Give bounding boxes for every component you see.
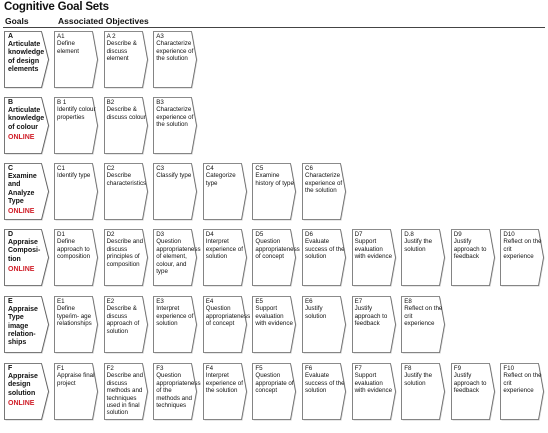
objective-card [203,229,248,287]
objective-id: F3 [156,365,164,372]
goal-label [8,165,44,216]
goal-name: Examine and Analyze Type [8,173,37,205]
objective-card [104,163,149,221]
objective-card [153,296,198,354]
goal-label [8,298,44,347]
objective-description: Characterize experience of the solution [305,172,343,195]
objective-text-block [454,365,494,395]
objective-id: C6 [305,165,313,172]
objective-id: D9 [453,231,462,238]
objective-description: Describe and discuss principles of composition [106,238,144,268]
objective-id: D3 [156,231,165,238]
objective-text-block [404,365,444,387]
objective-text-block [305,231,345,261]
objective-description: Identify type [57,172,91,180]
objective-text-block [156,298,196,328]
goal-name: Articulate knowledge of colour [8,107,45,131]
objective-description: Reflect on the crit experience [503,372,542,395]
objective-card [153,97,198,155]
objective-id: A1 [57,33,65,40]
objective-description: Categorize type [205,172,236,187]
goal-row [0,97,548,155]
objective-description: Describe & discuss colour [106,106,146,121]
goal-arrow-box [4,363,50,421]
goal-row [0,296,548,354]
objective-description: Classify type [156,172,192,180]
objective-text-block [305,298,345,320]
objective-id: B3 [156,99,164,106]
goal-arrow-box [4,31,50,89]
objective-text-block [255,165,295,187]
goal-label [8,33,44,74]
objective-card [104,229,149,287]
goal-letter: D [8,231,14,238]
objective-description: Question appropriateness of concept [205,305,251,328]
objective-description: Interpret experience of the solution [205,372,243,395]
online-badge: ONLINE [8,208,35,216]
objective-id: E4 [205,298,214,305]
objective-card [352,363,397,421]
objective-description: Examine history of type [255,172,294,187]
goals-header: Goals [5,16,29,26]
objective-description: Justify the solution [404,238,433,253]
objective-card [252,229,300,287]
objective-id: A 2 [106,33,116,40]
objective-description: Identify colour properties [57,106,96,121]
objective-description: Question appropriateness of the methods and techniques [156,372,201,410]
objective-description: Question appropriate of concept [255,372,294,395]
goal-name: Appraise Type image relation- ships [8,306,38,347]
objective-text-block [57,231,97,261]
objective-card [104,296,149,354]
objective-card [153,229,201,287]
objective-card [104,363,149,421]
objective-text-block [355,298,395,328]
objective-id: D1 [57,231,65,238]
objective-card [252,163,297,221]
objective-description: Justify approach to feedback [453,372,487,395]
objective-description: Describe & discuss element [106,40,137,63]
objective-text-block [206,231,246,261]
objective-id: D4 [205,231,214,238]
objective-text-block [156,231,201,276]
objective-card [54,363,99,421]
objective-description: Describe characteristics [106,172,147,187]
objective-card [352,229,397,287]
objective-description: Justify approach to feedback [354,305,388,328]
online-badge: ONLINE [8,133,35,141]
goal-name: Appraise Composi- tion [8,239,41,263]
objective-description: Interpret experience of solution [205,238,243,261]
objective-card [54,229,99,287]
objective-id: C1 [57,165,65,172]
online-badge: ONLINE [8,399,35,407]
objective-text-block [107,365,147,417]
objective-card [104,97,149,155]
objective-description: Support evaluation with evidence [255,305,293,328]
objective-description: Support evaluation with evidence [354,238,393,261]
objective-description: Define element [57,40,80,55]
goal-name: Appraise design solution [8,373,38,397]
objective-card [500,363,545,421]
goal-row [0,229,548,287]
objective-text-block [107,33,147,63]
online-badge: ONLINE [8,265,35,273]
objective-id: D10 [503,231,515,238]
objective-text-block [206,165,246,187]
objective-text-block [57,165,97,180]
objective-card [302,163,347,221]
objective-id: E2 [106,298,115,305]
objective-description: Evaluate success of the solution [305,238,345,261]
objective-text-block [503,231,543,261]
objective-description: Question appropriateness of concept [255,238,300,261]
objective-card [302,296,347,354]
page-title: Cognitive Goal Sets [4,1,109,13]
goal-row [0,363,548,421]
objective-id: F9 [453,365,462,372]
objective-card [302,229,347,287]
goal-row [0,31,548,89]
goal-label [8,231,44,274]
objective-card [54,31,99,89]
objective-card [54,296,99,354]
objective-text-block [107,298,147,335]
objective-card [401,363,446,421]
objective-card [153,31,198,89]
objective-text-block [305,165,345,195]
objective-text-block [57,33,97,55]
objective-id: B2 [106,99,115,106]
objective-text-block [255,365,295,395]
goal-name: Articulate knowledge of design elements [8,41,45,73]
objective-card [451,363,496,421]
objective-description: Characterize experience of the solution [156,40,194,63]
objective-text-block [305,365,345,395]
goal-letter: B [8,99,14,106]
goal-arrow-box [4,296,50,354]
objective-card [203,363,248,421]
objective-id: D6 [305,231,313,238]
objective-id: D2 [106,231,115,238]
objective-description: Evaluate success of the solution [305,372,345,395]
objective-id: C3 [156,165,165,172]
goal-letter: F [8,365,13,372]
header-divider [3,27,545,28]
objective-description: Appraise final project [57,372,95,387]
objective-id: D.8 [404,231,414,238]
objective-card [153,163,198,221]
objective-card [252,296,297,354]
objective-text-block [156,365,201,410]
objective-id: E5 [255,298,263,305]
objective-text-block [156,99,196,129]
objective-description: Interpret experience of solution [156,305,194,328]
objective-text-block [156,165,196,180]
objective-text-block [156,33,196,63]
objective-text-block [404,231,444,253]
objective-description: Question appropriateness of element, colour, and type [156,238,201,276]
goal-arrow-box [4,97,50,155]
objective-text-block [255,231,300,261]
objective-card [252,363,297,421]
goal-row [0,163,548,221]
objective-text-block [355,365,395,395]
goal-letter: E [8,298,13,305]
objective-text-block [107,231,147,268]
objective-description: Reflect on the crit experience [503,238,542,261]
objective-id: E1 [57,298,65,305]
objective-description: Describe & discuss approach of solution [106,305,140,335]
objective-card [54,163,99,221]
objective-id: D7 [354,231,363,238]
objective-id: F8 [404,365,412,372]
objective-card [104,31,149,89]
objective-id: F2 [106,365,114,372]
objective-id: F10 [503,365,515,372]
objective-card [54,97,99,155]
objective-card [401,296,446,354]
objective-id: F4 [205,365,214,372]
goal-letter: C [8,165,14,172]
objective-text-block [255,298,295,328]
objective-text-block [206,365,246,395]
objective-card [451,229,496,287]
objective-id: E6 [305,298,313,305]
objective-id: F6 [305,365,313,372]
goal-label [8,99,44,142]
objective-card [352,296,397,354]
objective-description: Define type/im- age relationships [57,305,92,328]
objective-card [500,229,545,287]
goal-arrow-box [4,163,50,221]
objective-card [203,296,251,354]
objective-text-block [454,231,494,261]
goal-label [8,365,44,408]
objective-id: C5 [255,165,264,172]
objective-id: D5 [255,231,264,238]
objective-id: F7 [354,365,362,372]
goal-letter: A [8,33,14,40]
objective-card [302,363,347,421]
objective-description: Characterize experience of the solution [156,106,194,129]
objective-description: Define approach to composition [57,238,91,261]
objective-card [153,363,201,421]
objective-id: E3 [156,298,164,305]
objective-text-block [503,365,543,395]
objective-id: B 1 [57,99,67,106]
objective-text-block [57,298,97,328]
objective-description: Justify approach to feedback [453,238,487,261]
objective-card [401,229,446,287]
objective-text-block [404,298,444,328]
goal-arrow-box [4,229,50,287]
objective-text-block [57,99,97,121]
objective-text-block [355,231,395,261]
objective-card [203,163,248,221]
objective-id: A3 [156,33,164,40]
objective-text-block [107,165,147,187]
objective-text-block [57,365,97,387]
objective-description: Describe and discuss methods and techniques used in final solution [106,372,144,417]
objective-description: Justify solution [305,305,327,320]
objective-id: C2 [106,165,115,172]
objective-id: F1 [57,365,65,372]
objective-id: F5 [255,365,263,372]
objective-text-block [205,298,251,328]
objective-description: Support evaluation with evidence [354,372,393,395]
objective-id: C4 [205,165,214,172]
objectives-header: Associated Objectives [58,16,149,26]
objective-text-block [107,99,147,121]
objective-description: Reflect on the crit experience [404,305,443,328]
objective-id: E7 [354,298,363,305]
objective-id: E8 [404,298,412,305]
objective-description: Justify the solution [404,372,433,387]
